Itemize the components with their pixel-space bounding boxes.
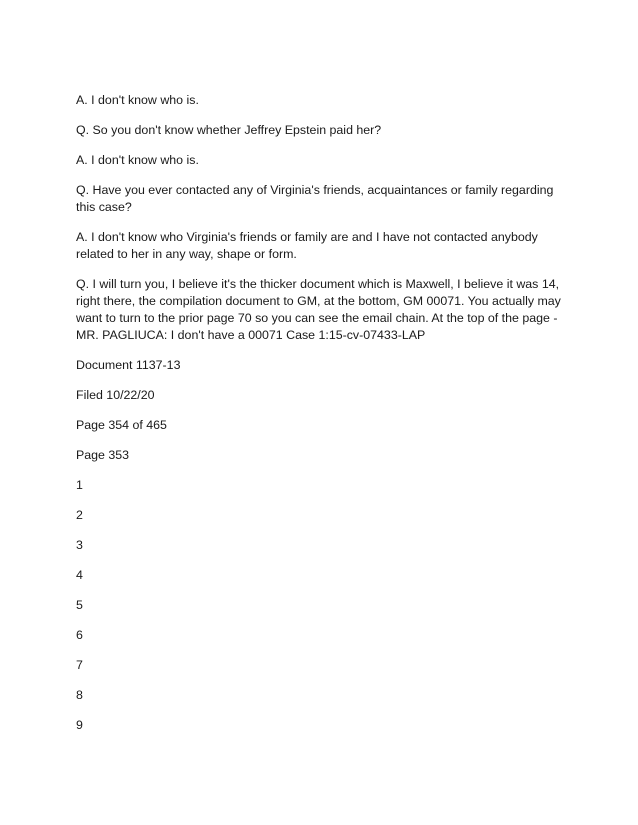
question-paragraph: Q. I will turn you, I believe it's the thicker document which is Maxwell, I believe it was 14, right there, the compilation document to GM, at the bottom, GM 00071. You actually may want to turn to the prior page 70 so you can see the email chain. At the top of the page -MR. PAGLIUCA: I don't have a 00071 Case 1:15-cv-07433-LAP xyxy=(76,277,561,342)
filed-date: Filed 10/22/20 xyxy=(76,388,155,402)
line-number: 2 xyxy=(76,508,83,522)
line-number: 5 xyxy=(76,598,83,612)
question-paragraph: Q. So you don't know whether Jeffrey Epstein paid her? xyxy=(76,123,382,137)
transcript-body xyxy=(76,92,566,747)
line-number: 9 xyxy=(76,718,83,732)
document-number: Document 1137-13 xyxy=(76,358,181,372)
line-number: 4 xyxy=(76,568,83,582)
line-number: 3 xyxy=(76,538,83,552)
line-number: 6 xyxy=(76,628,83,642)
question-paragraph: Q. Have you ever contacted any of Virginia's friends, acquaintances or family regarding this case? xyxy=(76,183,554,214)
line-number: 8 xyxy=(76,688,83,702)
answer-paragraph: A. I don't know who is. xyxy=(76,153,199,167)
line-number: 1 xyxy=(76,478,83,492)
page-of-total: Page 354 of 465 xyxy=(76,418,167,432)
page-number: Page 353 xyxy=(76,448,130,462)
answer-paragraph: A. I don't know who Virginia's friends or family are and I have not contacted anybody related to her in any way, shape or form. xyxy=(76,230,538,261)
line-number: 7 xyxy=(76,658,83,672)
answer-paragraph: A. I don't know who is. xyxy=(76,93,199,107)
